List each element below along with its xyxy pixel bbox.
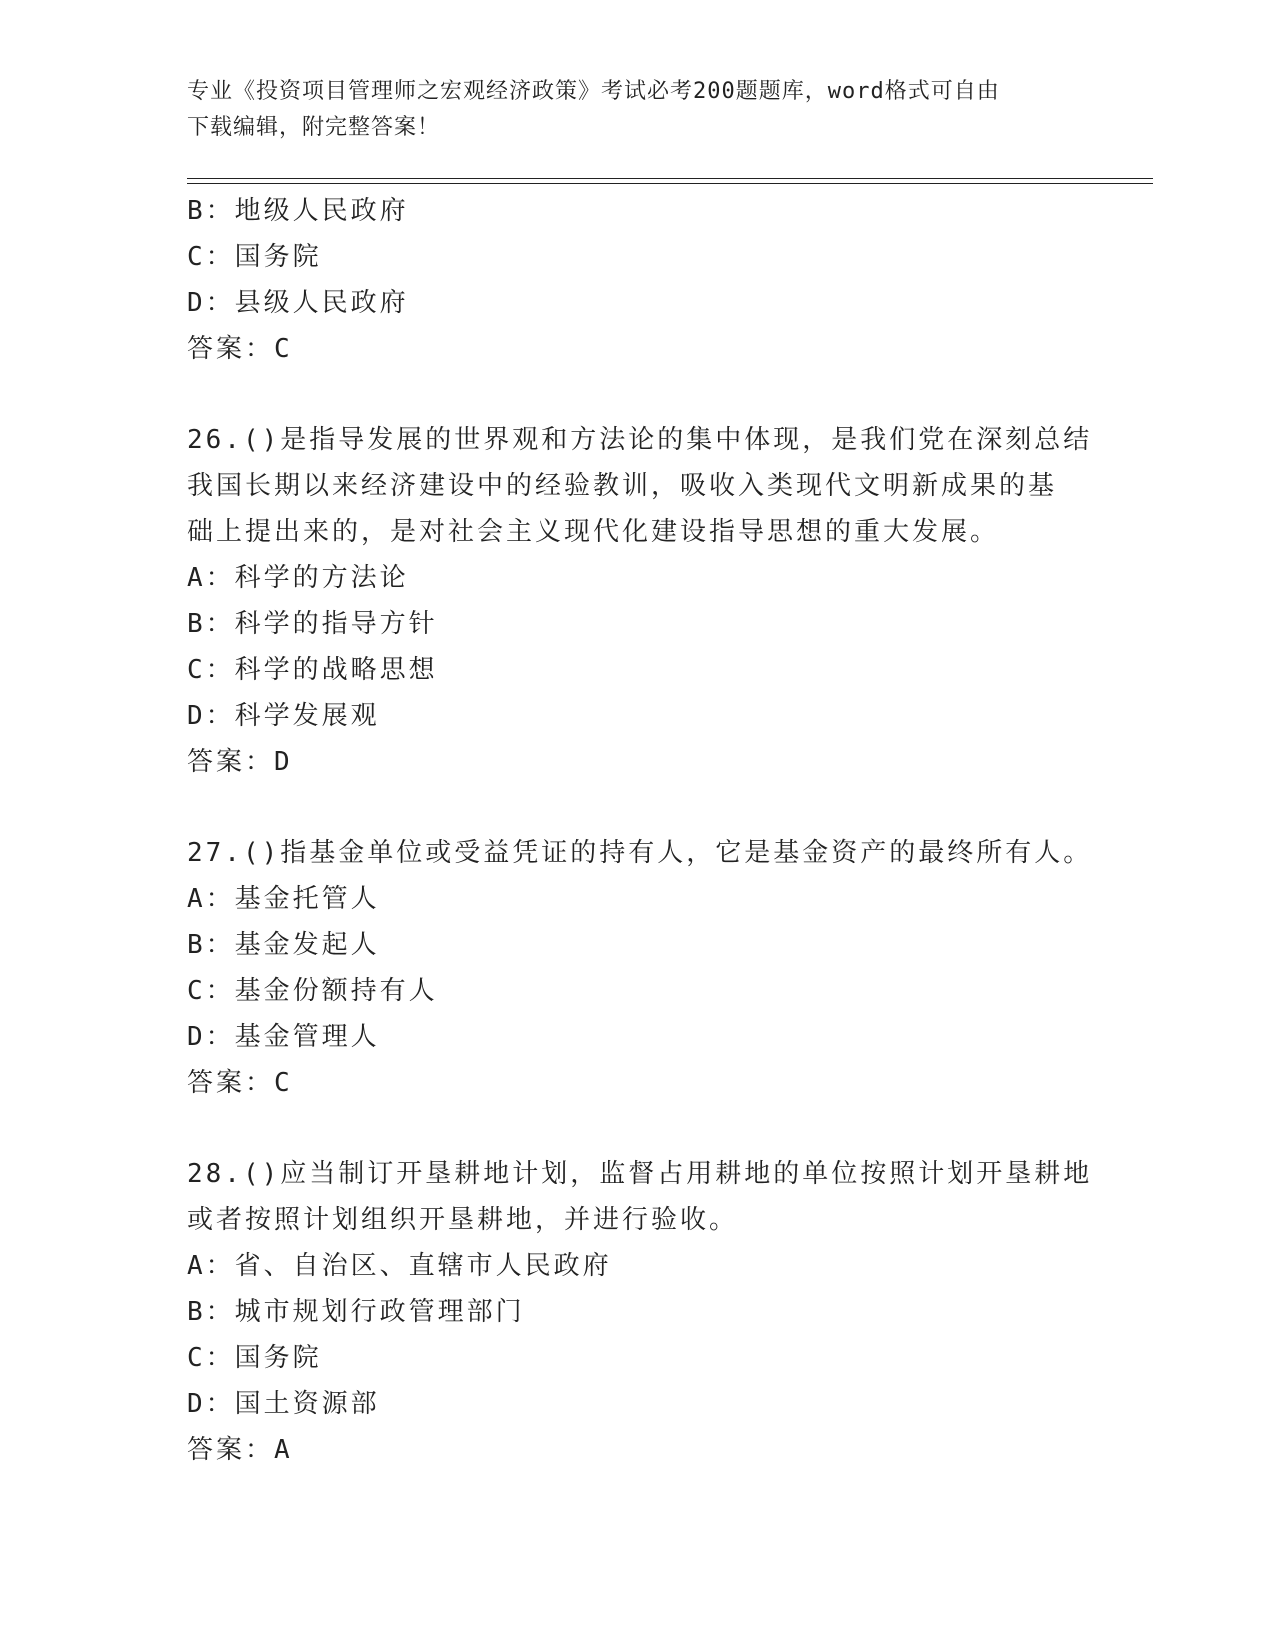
header-line-1: 专业《投资项目管理师之宏观经济政策》考试必考200题题库，word格式可自由 [187,79,1000,104]
question-stem-line: 或者按照计划组织开垦耕地，并进行验收。 [187,1205,739,1235]
question-26 [187,417,1093,785]
question-list [187,188,1093,1473]
header-rule-bottom [187,183,1153,184]
option-b: B：基金发起人 [187,930,380,960]
answer: 答案：C [187,1068,293,1098]
option-a: A：基金托管人 [187,884,380,914]
option-a: A：省、自治区、直辖市人民政府 [187,1251,612,1281]
question-stem-line: 28.()应当制订开垦耕地计划，监督占用耕地的单位按照计划开垦耕地 [187,1159,1093,1189]
question-28 [187,1151,1093,1473]
question-stem-line: 27.()指基金单位或受益凭证的持有人，它是基金资产的最终所有人。 [187,838,1093,868]
option-c: C：科学的战略思想 [187,655,438,685]
answer: 答案：D [187,747,293,777]
option-c: C：国务院 [187,1343,322,1373]
option-d: D：国土资源部 [187,1389,380,1419]
option-d: D：科学发展观 [187,701,380,731]
answer: 答案：C [187,334,293,364]
option-c: C：基金份额持有人 [187,976,438,1006]
option-c: C：国务院 [187,242,322,272]
question-25-continued [187,188,1087,372]
option-d: D：县级人民政府 [187,288,409,318]
header-line-2: 下载编辑，附完整答案！ [187,115,441,140]
header-rule-top [187,178,1153,179]
option-b: B：城市规划行政管理部门 [187,1297,525,1327]
answer: 答案：A [187,1435,293,1465]
question-stem-line: 我国长期以来经济建设中的经验教训，吸收入类现代文明新成果的基 [187,471,1058,501]
option-b: B：地级人民政府 [187,196,409,226]
question-stem-line: 26.()是指导发展的世界观和方法论的集中体现，是我们党在深刻总结 [187,425,1093,455]
page-header [187,74,1067,146]
question-stem-line: 础上提出来的，是对社会主义现代化建设指导思想的重大发展。 [187,517,1000,547]
option-d: D：基金管理人 [187,1022,380,1052]
option-a: A：科学的方法论 [187,563,409,593]
question-27 [187,830,1093,1106]
option-b: B：科学的指导方针 [187,609,438,639]
